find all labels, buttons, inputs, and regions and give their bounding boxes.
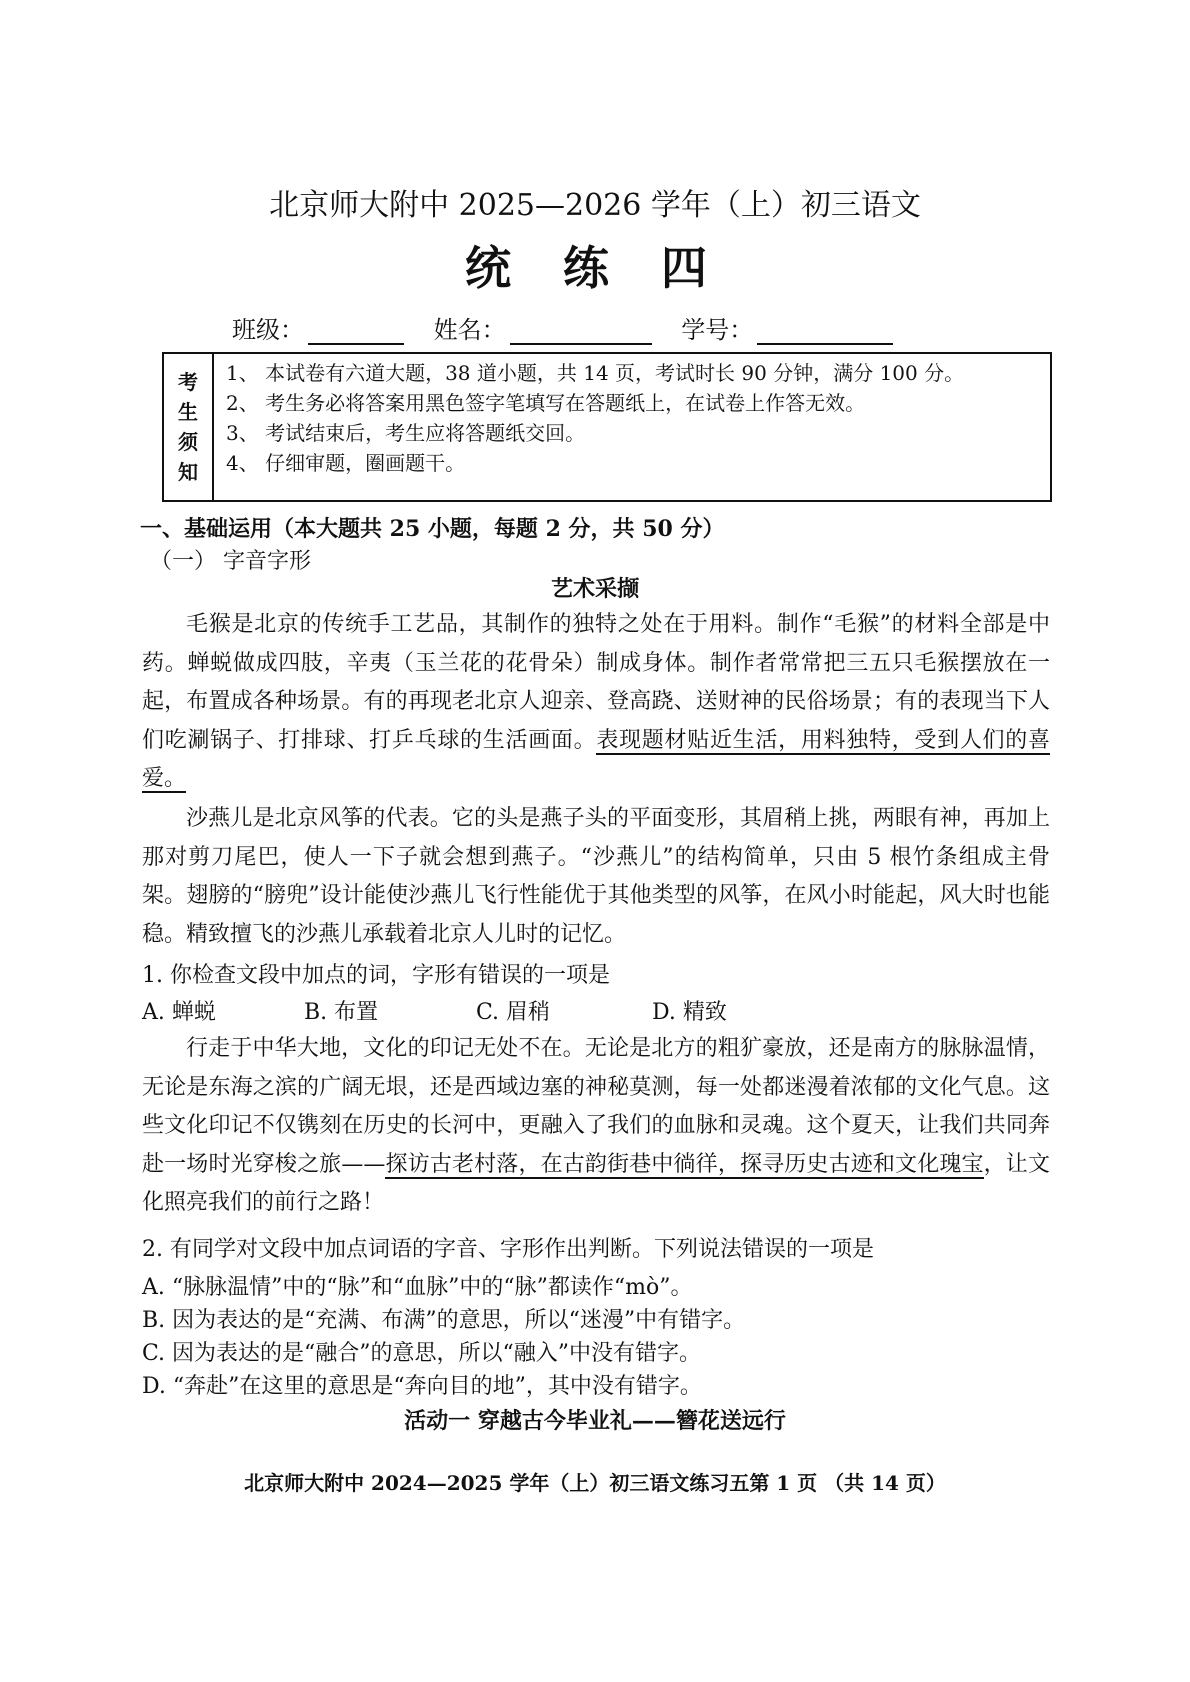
name-blank[interactable] xyxy=(510,321,652,345)
notice-side-label xyxy=(164,354,214,500)
subsection-heading: （一） 字音字形 xyxy=(150,549,311,574)
name-label: 姓名： xyxy=(433,316,506,344)
notice-side-char: 知 xyxy=(178,460,198,484)
notice-item: 3、 考试结束后，考生应将答题纸交回。 xyxy=(226,421,586,445)
paragraph-culture xyxy=(142,1030,1050,1223)
question-2: 2. 有同学对文段中加点词语的字音、字形作出判断。下列说法错误的一项是 xyxy=(142,1237,874,1262)
class-label: 班级： xyxy=(232,316,304,344)
option-d[interactable]: D. 精致 xyxy=(652,1000,727,1025)
page-footer: 北京师大附中 2024—2025 学年（上）初三语文练习五第 1 页 （共 14 页） xyxy=(244,1471,946,1495)
question-2-option-c[interactable]: C. 因为表达的是“融合”的意思，所以“融入”中没有错字。 xyxy=(142,1341,702,1366)
section-heading: 一、基础运用（本大题共 25 小题，每题 2 分，共 50 分） xyxy=(140,516,725,542)
paragraph-text: 毛猴是北京的传统手工艺品，其制作的独特之处在于用料。制作“毛猴”的材料全部是中药。蝉蜕做成四肢，辛夷（玉兰花的花骨朵）制成身体。制作者常常把三五只毛猴摆放在一起，布置成各种场景。有的再现老北京人迎亲、登高跷、送财神的民俗场景；有的表现当下人们吃涮锅子、打排球、打乒乓球的生活画面。 xyxy=(142,612,1050,753)
paragraph-text: 行走于中华大地，文化的印记无处不在。无论是北方的粗犷豪放，还是南方的脉脉温情，无论是东海之滨的广阔无垠，还是西域边塞的神秘莫测，每一处都迷漫着浓郁的文化气息。这些文化印记不仅镌刻在历史的长河中，更融入了我们的血脉和灵魂。这个夏天，让我们共同奔赴一场时光穿梭之旅—— xyxy=(142,1036,1050,1177)
notice-item: 1、 本试卷有六道大题，38 道小题，共 14 页，考试时长 90 分钟，满分 100 分。 xyxy=(226,361,965,385)
id-blank[interactable] xyxy=(757,321,893,345)
exam-subtitle: 统 练 四 xyxy=(464,241,726,295)
notice-side-char: 考 xyxy=(178,370,198,394)
question-2-option-b[interactable]: B. 因为表达的是“充满、布满”的意思，所以“迷漫”中有错字。 xyxy=(142,1308,746,1333)
question-2-option-d[interactable]: D. “奔赴”在这里的意思是“奔向目的地”，其中没有错字。 xyxy=(142,1374,702,1399)
exam-title: 北京师大附中 2025—2026 学年（上）初三语文 xyxy=(269,188,921,223)
option-a[interactable]: A. 蝉蜕 xyxy=(142,1000,216,1025)
exam-notice-box xyxy=(162,352,1052,502)
activity-title: 活动一 穿越古今毕业礼——簪花送远行 xyxy=(404,1408,786,1434)
id-label: 学号： xyxy=(681,316,754,344)
class-blank[interactable] xyxy=(308,321,404,345)
question-1: 1. 你检查文段中加点的词，字形有错误的一项是 xyxy=(142,963,610,988)
option-b[interactable]: B. 布置 xyxy=(304,1000,379,1025)
notice-item: 2、 考生务必将答案用黑色签字笔填写在答题纸上，在试卷上作答无效。 xyxy=(226,391,866,415)
option-c[interactable]: C. 眉稍 xyxy=(476,1000,551,1025)
question-1-options xyxy=(142,995,727,1026)
paragraph-shayaner: 沙燕儿是北京风筝的代表。它的头是燕子头的平面变形，其眉稍上挑，两眼有神，再加上那对剪刀尾巴，使人一下子就会想到燕子。“沙燕儿”的结构简单，只由 5 根竹条组成主骨架。翅膀的“膀兜”设计能使沙燕儿飞行性能优于其他类型的风筝，在风小时能起，风大时也能稳。精致擅飞的沙燕儿承载着北京人儿时的记忆。 xyxy=(142,806,1050,947)
paragraph-maohou xyxy=(142,606,1050,799)
notice-side-char: 生 xyxy=(178,400,198,424)
notice-item: 4、 仔细审题，圈画题干。 xyxy=(226,451,466,475)
article-title: 艺术采撷 xyxy=(550,576,639,602)
underlined-sentence: 探访古老村落，在古韵街巷中徜徉，探寻历史古迹和文化瑰宝 xyxy=(385,1151,984,1177)
paragraph-text: ，让文化照亮我们的前行之路！ xyxy=(142,1151,1050,1215)
student-info-row xyxy=(232,310,915,345)
notice-side-char: 须 xyxy=(178,430,198,454)
notice-list xyxy=(226,358,1042,478)
question-2-option-a[interactable]: A. “脉脉温情”中的“脉”和“血脉”中的“脉”都读作“mò”。 xyxy=(142,1275,693,1300)
underlined-sentence: 表现题材贴近生活，用料独特，受到人们的喜爱。 xyxy=(142,727,1050,791)
